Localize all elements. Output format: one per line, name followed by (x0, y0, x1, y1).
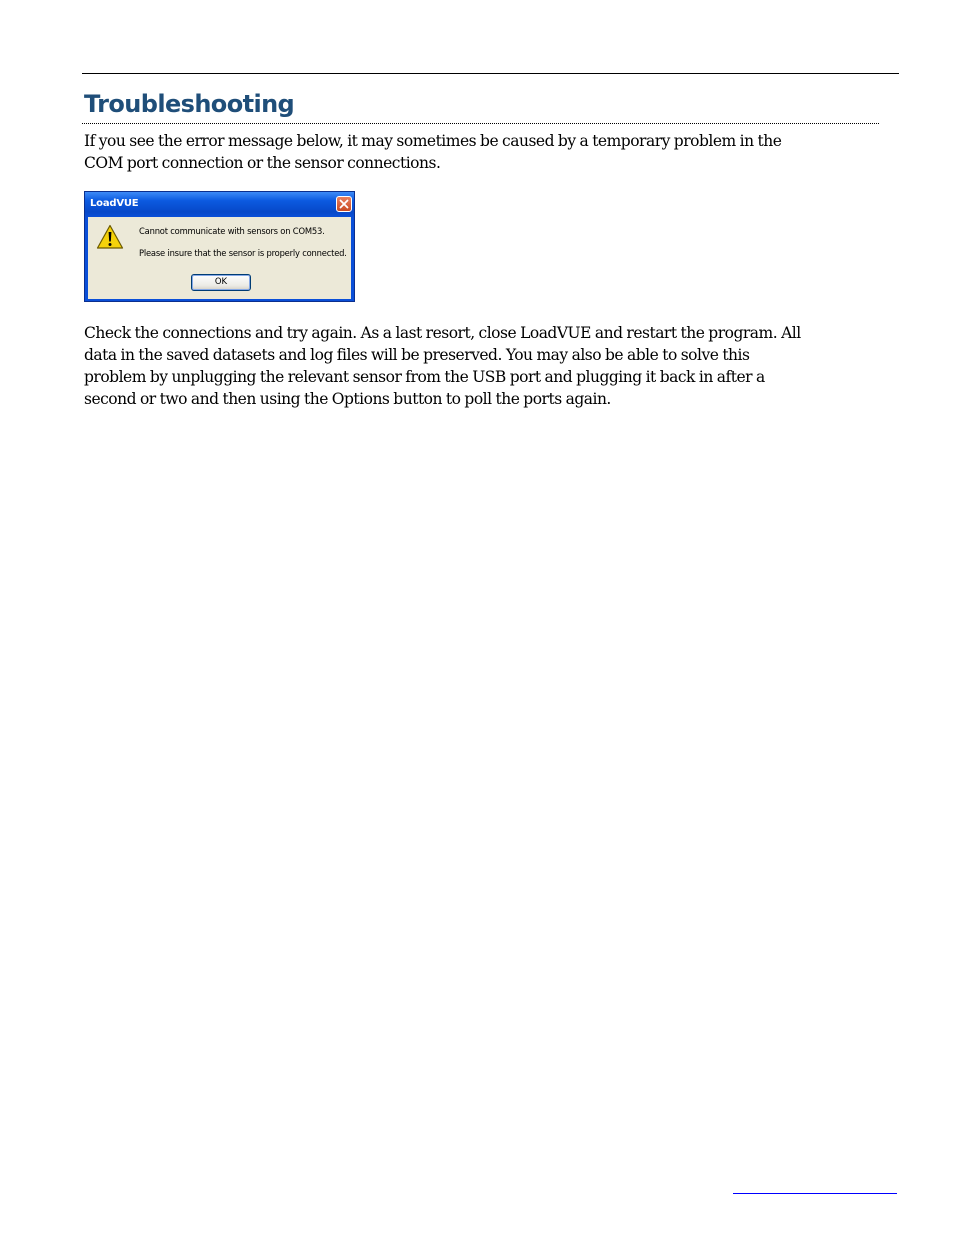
followup-line: Check the connections and try again. As a last resort, close LoadVUE and restart the program. All (84, 324, 801, 342)
dialog-titlebar (85, 192, 354, 217)
ok-button[interactable]: OK (191, 274, 251, 291)
heading-dotted-rule (82, 123, 879, 124)
intro-line: If you see the error message below, it may sometimes be caused by a temporary problem in the (84, 132, 782, 150)
section-heading: Troubleshooting (84, 90, 295, 118)
followup-line: problem by unplugging the relevant sensor from the USB port and plugging it back in after a (84, 368, 765, 386)
error-dialog-screenshot (84, 191, 355, 302)
intro-line: COM port connection or the sensor connections. (84, 154, 441, 172)
followup-line: second or two and then using the Options button to poll the ports again. (84, 390, 611, 408)
dialog-title: LoadVUE (90, 198, 139, 209)
followup-paragraph (84, 322, 874, 410)
close-icon[interactable] (336, 196, 352, 212)
dialog-body (88, 217, 351, 299)
dialog-message-line: Please insure that the sensor is properly connected. (139, 248, 347, 258)
header-rule (82, 73, 899, 74)
followup-line: data in the saved datasets and log files will be preserved. You may also be able to solve this (84, 346, 750, 364)
warning-icon (96, 224, 124, 250)
dialog-message-line: Cannot communicate with sensors on COM53. (139, 226, 325, 236)
intro-paragraph (84, 130, 874, 174)
footer-link-underline[interactable] (733, 1193, 897, 1194)
